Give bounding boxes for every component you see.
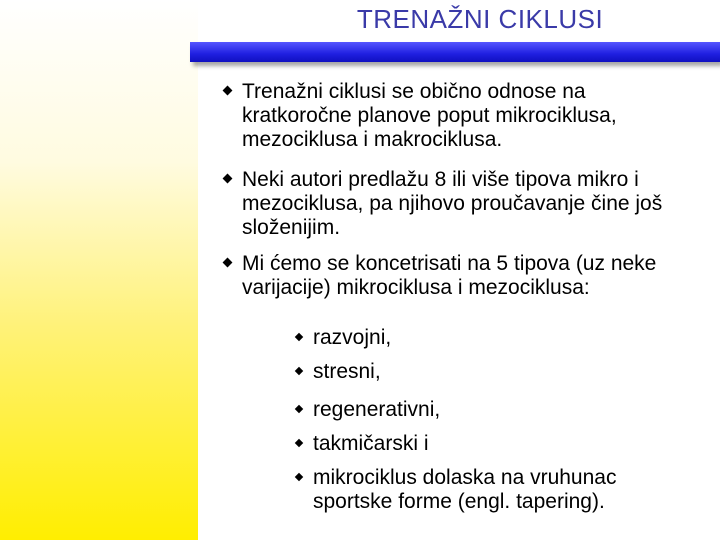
background-gradient-panel: [0, 0, 198, 540]
bullet-item: [242, 168, 682, 240]
diamond-bullet-icon: [295, 473, 303, 481]
sub-bullet-text: mikrociklus dolaska na vruhunac sportske forme (engl. tapering).: [313, 466, 617, 513]
bullet-text: Mi ćemo se koncetrisati na 5 tipova (uz neke varijacije) mikrociklusa i mezociklusa:: [242, 252, 657, 299]
sub-bullet-item: [313, 326, 693, 350]
bullet-item: [242, 252, 707, 300]
diamond-bullet-icon: [295, 333, 303, 341]
sub-bullet-text: takmičarski i: [313, 432, 429, 455]
bullet-text: Neki autori predlažu 8 ili više tipova mikro i mezociklusa, pa njihovo proučavanje čine još složenijim.: [242, 168, 663, 239]
sub-bullet-text: stresni,: [313, 360, 381, 383]
diamond-bullet-icon: [223, 86, 233, 96]
slide-title: TRENAŽNI CIKLUSI: [356, 4, 604, 34]
diamond-bullet-icon: [223, 258, 233, 268]
diamond-bullet-icon: [295, 367, 303, 375]
title-underline-bar: [190, 42, 720, 62]
sub-bullet-item: [313, 398, 693, 422]
bullet-text: Trenažni ciklusi se obično odnose na kratkoročne planove poput mikrociklusa, mezociklusa i makrociklusa.: [242, 80, 617, 151]
diamond-bullet-icon: [295, 439, 303, 447]
sub-bullet-text: regenerativni,: [313, 398, 441, 421]
diamond-bullet-icon: [223, 174, 233, 184]
sub-bullet-text: razvojni,: [313, 326, 392, 349]
diamond-bullet-icon: [295, 405, 303, 413]
sub-bullet-item: [313, 432, 693, 456]
bullet-item: [242, 80, 682, 152]
sub-bullet-item: [313, 360, 693, 384]
sub-bullet-item: [313, 466, 683, 514]
